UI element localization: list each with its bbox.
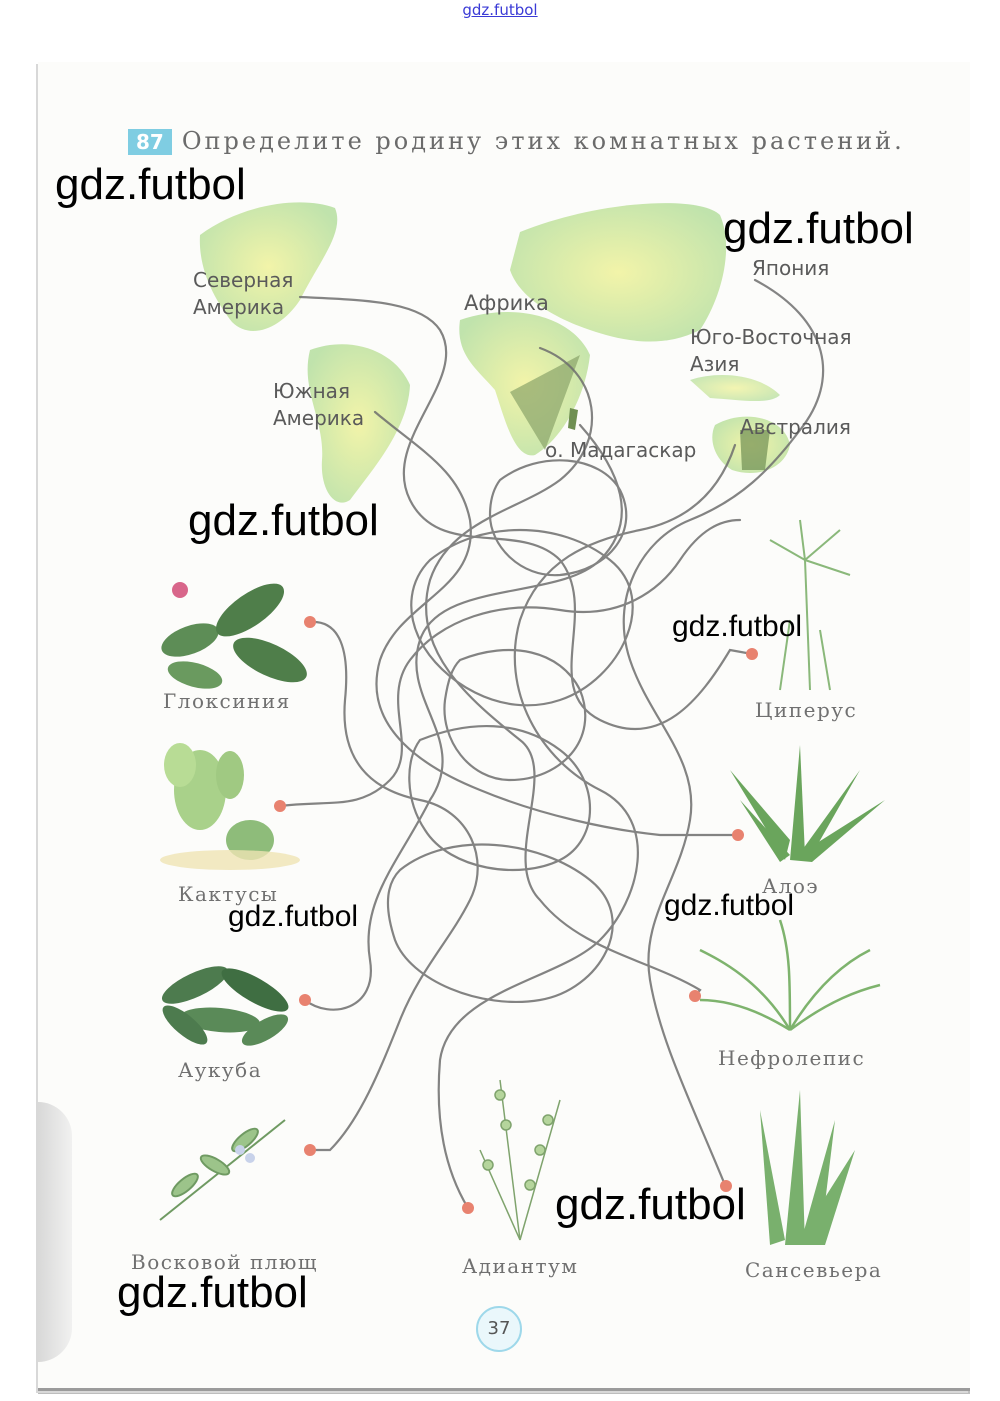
plant-gloxinia-illustration: [157, 574, 313, 694]
plant-label-cyperus: Циперус: [755, 698, 858, 722]
continent-se-asia: [690, 375, 780, 401]
dot-adiantum: [462, 1202, 474, 1214]
plant-label-aloe: Алоэ: [762, 874, 820, 898]
plant-label-hoya: Восковой плющ: [131, 1250, 319, 1274]
plant-aloe-illustration: [730, 745, 885, 862]
watermark-text: gdz.futbol: [723, 204, 914, 253]
region-label-australia: Австралия: [740, 415, 851, 439]
plant-sansevieria-illustration: [760, 1090, 855, 1245]
dot-aloe: [732, 829, 744, 841]
continent-africa: [459, 312, 590, 455]
plant-adiantum-illustration: [480, 1080, 560, 1240]
task-number-badge: 87: [128, 129, 172, 155]
plant-label-adiantum: Адиантум: [462, 1254, 579, 1278]
region-label-africa: Африка: [464, 291, 549, 315]
plant-label-cacti: Кактусы: [178, 882, 279, 906]
plant-hoya-illustration: [160, 1120, 285, 1220]
plant-label-gloxinia: Глоксиния: [163, 689, 291, 713]
plant-nephrolepis-illustration: [700, 920, 880, 1030]
task-text: Определите родину этих комнатных растений.: [181, 127, 905, 155]
task-heading: [128, 127, 905, 155]
region-label-japan: Япония: [752, 256, 830, 280]
plant-cyperus-illustration: [770, 520, 850, 690]
watermark-text: gdz.futbol: [117, 1268, 308, 1317]
watermark-text: gdz.futbol: [672, 610, 803, 643]
watermark-text: gdz.futbol: [555, 1180, 746, 1229]
plant-aucuba-illustration: [157, 959, 294, 1052]
watermark-text: gdz.futbol: [664, 889, 795, 922]
region-label-madagascar: о. Мадагаскар: [545, 438, 697, 462]
dot-cyperus: [746, 648, 758, 660]
dot-cacti: [274, 800, 286, 812]
plant-label-sansevieria: Сансевьера: [745, 1258, 883, 1282]
plant-label-nephrolepis: Нефролепис: [718, 1046, 866, 1070]
watermark-text: gdz.futbol: [228, 900, 359, 933]
watermark-text: gdz.futbol: [188, 496, 379, 545]
dot-aucuba: [299, 994, 311, 1006]
region-label-north-america: Северная Америка: [193, 268, 294, 319]
dot-nephrolepis: [689, 990, 701, 1002]
region-label-se-asia: Юго-Восточная Азия: [690, 325, 852, 376]
header-link[interactable]: gdz.futbol: [462, 1, 538, 19]
dot-gloxinia: [304, 616, 316, 628]
plant-label-aucuba: Аукуба: [178, 1058, 263, 1082]
page-number: 37: [476, 1306, 522, 1352]
dot-hoya: [304, 1144, 316, 1156]
region-label-south-america: Южная Америка: [273, 379, 365, 430]
watermark-text: gdz.futbol: [55, 160, 246, 209]
